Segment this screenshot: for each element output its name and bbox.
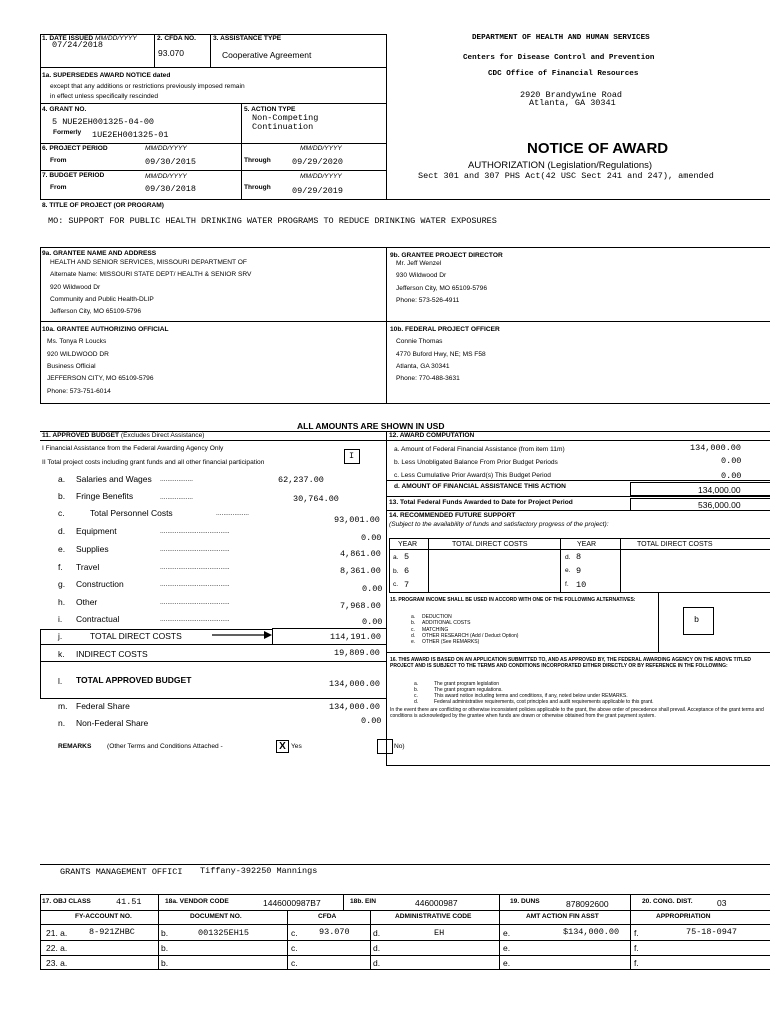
obj-class: 41.51 bbox=[116, 897, 142, 907]
cong-dist: 03 bbox=[717, 898, 727, 908]
row-23-b: b. bbox=[161, 958, 169, 968]
comp-c-label: c. Less Cumulative Prior Award(s) This Budget Period bbox=[394, 472, 551, 479]
assist-type: Cooperative Agreement bbox=[222, 50, 312, 60]
comp-d-label: d. AMOUNT OF FINANCIAL ASSISTANCE THIS ACTION bbox=[394, 483, 566, 490]
budget-label bbox=[42, 432, 204, 439]
project-from-format: MM/DD/YYYY bbox=[145, 145, 187, 152]
terms-text-d: Federal administrative requirements, cost principles and audit requirements applicable to this grant. bbox=[434, 699, 654, 705]
budget-letter-c: c. bbox=[58, 508, 65, 518]
assist-type-label: 3. ASSISTANCE TYPE bbox=[213, 35, 282, 42]
pi-text-e: OTHER (See REMARKS) bbox=[422, 639, 480, 645]
budget-label-b: Fringe Benefits bbox=[76, 491, 134, 501]
row-21-num: 21. a. bbox=[46, 928, 68, 938]
budget-letter-m: m. bbox=[58, 701, 68, 711]
budget-value-l: 134,000.00 bbox=[329, 679, 381, 689]
budget-label-note: (Excludes Direct Assistance) bbox=[120, 432, 205, 439]
auth-line-1: Ms. Tonya R Loucks bbox=[47, 338, 107, 345]
pi-letter-e: e. bbox=[411, 639, 416, 645]
budget-value-i: 0.00 bbox=[362, 617, 383, 627]
row-22-num: 22. a. bbox=[46, 943, 68, 953]
budget-value-e: 4,861.00 bbox=[340, 549, 381, 559]
action-type-label: 5. ACTION TYPE bbox=[244, 106, 296, 113]
budget-value-d: 0.00 bbox=[361, 533, 382, 543]
row-23-e: e. bbox=[503, 958, 511, 968]
notice-title: NOTICE OF AWARD bbox=[527, 140, 669, 157]
project-through-format: MM/DD/YYYY bbox=[300, 145, 342, 152]
pi-letter-c: c. bbox=[411, 627, 415, 633]
future-letter-c: c. bbox=[393, 581, 399, 588]
auth-line-5: Phone: 573-751-6014 bbox=[47, 388, 111, 395]
grantee-line-1: HEALTH AND SENIOR SERVICES, MISSOURI DEPARTMENT OF bbox=[50, 259, 247, 266]
row-21-fy: 8-921ZHBC bbox=[89, 927, 135, 937]
row-23-c: c. bbox=[291, 958, 298, 968]
budget-label-text: 11. APPROVED BUDGET bbox=[42, 432, 120, 439]
budget-label-g: Construction bbox=[76, 579, 124, 589]
row-23-d: d. bbox=[373, 958, 381, 968]
officer-line-2: 4770 Buford Hwy, NE; MS F58 bbox=[396, 351, 486, 358]
officer-line-3: Atlanta, GA 30341 bbox=[396, 363, 450, 370]
officer-line-4: Phone: 770-488-3631 bbox=[396, 375, 460, 382]
officer-line-1: Connie Thomas bbox=[396, 338, 443, 345]
future-support-note: (Subject to the availability of funds and satisfactory progress of the project): bbox=[389, 521, 609, 528]
terms-text-b: The grant program regulations. bbox=[434, 687, 503, 693]
program-income-label bbox=[390, 597, 655, 603]
comp-a-value: 134,000.00 bbox=[690, 443, 742, 453]
date-format: MM/DD/YYYY bbox=[95, 35, 137, 42]
supersedes-text1: except that any additions or restrictions previously imposed remain bbox=[50, 83, 245, 90]
comp-b-label: b. Less Unobligated Balance From Prior Budget Periods bbox=[394, 459, 558, 466]
terms-letter-b: b. bbox=[414, 687, 419, 693]
budget-dots-b: .................. bbox=[160, 494, 193, 501]
budget-dots-i: ...................................... bbox=[160, 616, 230, 623]
budget-letter-l: l. bbox=[58, 676, 63, 686]
pi-text-c: MATCHING bbox=[422, 627, 449, 633]
auth-line-4: JEFFERSON CITY, MO 65109-5796 bbox=[47, 375, 154, 382]
budget-value-g: 0.00 bbox=[362, 584, 383, 594]
pi-text-b: ADDITIONAL COSTS bbox=[422, 620, 471, 626]
budget-letter-i: i. bbox=[58, 614, 63, 624]
project-title-label: 8. TITLE OF PROJECT (OR PROGRAM) bbox=[42, 202, 164, 209]
terms-footer-text: In the event there are conflicting or otherwise inconsistent policies applicable to the grant, the above order of precedence shall prevail. Acceptance of the grant terms and conditions is acknowledged by the grantee when funds are drawn or otherwise obtained from the grant payment system. bbox=[390, 707, 764, 719]
agency-office: CDC Office of Financial Resources bbox=[488, 70, 639, 78]
director-line-1: Mr. Jeff Wenzel bbox=[396, 260, 442, 267]
pi-text-a: DEDUCTION bbox=[422, 614, 452, 620]
grantee-line-4: Community and Public Health-DLIP bbox=[50, 296, 154, 303]
terms-letter-a: a. bbox=[414, 681, 419, 687]
date-issued: 07/24/2018 bbox=[52, 40, 104, 50]
remarks-note: (Other Terms and Conditions Attached - bbox=[107, 743, 223, 750]
row-21-amt: $134,000.00 bbox=[563, 927, 620, 937]
budget-letter-a: a. bbox=[58, 474, 66, 484]
pi-letter-b: b. bbox=[411, 620, 416, 626]
auth-official-label: 10a. GRANTEE AUTHORIZING OFFICIAL bbox=[42, 326, 169, 333]
row-22-b: b. bbox=[161, 943, 169, 953]
budget-letter-k: k. bbox=[58, 649, 65, 659]
project-through-label: Through bbox=[244, 157, 271, 164]
budget-through-label: Through bbox=[244, 184, 271, 191]
row-21-f: f. bbox=[634, 928, 639, 938]
agency-address1: 2920 Brandywine Road bbox=[520, 90, 623, 100]
project-from-label: From bbox=[50, 157, 67, 164]
remarks-label: REMARKS bbox=[58, 743, 92, 750]
ein: 446000987 bbox=[415, 898, 458, 908]
action-type-2: Continuation bbox=[252, 122, 314, 132]
row-21-c: c. bbox=[291, 928, 298, 938]
cfda-no: 93.070 bbox=[158, 48, 184, 58]
budget-letter-f: f. bbox=[58, 562, 63, 572]
col-admin-code: ADMINISTRATIVE CODE bbox=[395, 913, 472, 920]
budget-value-b: 30,764.00 bbox=[293, 494, 339, 504]
agency-centers: Centers for Disease Control and Prevention bbox=[463, 54, 655, 62]
future-col-tdc-right: TOTAL DIRECT COSTS bbox=[637, 541, 713, 548]
future-letter-f: f. bbox=[565, 581, 569, 588]
budget-from: 09/30/2018 bbox=[145, 184, 197, 194]
agency-dept: DEPARTMENT OF HEALTH AND HUMAN SERVICES bbox=[472, 34, 650, 42]
date-issued-label-text: 1. DATE ISSUED bbox=[42, 35, 94, 42]
budget-through: 09/29/2019 bbox=[292, 186, 344, 196]
terms-text-c: This award notice including terms and conditions, if any, noted below under REMARKS. bbox=[434, 693, 628, 699]
remarks-yes-checkbox[interactable] bbox=[276, 740, 289, 753]
budget-dots-e: ...................................... bbox=[160, 546, 230, 553]
cong-dist-label: 20. CONG. DIST. bbox=[642, 898, 693, 905]
authority: Sect 301 and 307 PHS Act(42 USC Sect 241 and 247), amended bbox=[418, 171, 714, 181]
action-type-1: Non-Competing bbox=[252, 113, 319, 123]
budget-from-label: From bbox=[50, 184, 67, 191]
project-period-label: 6. PROJECT PERIOD bbox=[42, 145, 108, 152]
future-letter-a: a. bbox=[393, 554, 399, 561]
future-col-year-right: YEAR bbox=[577, 541, 597, 548]
budget-value-a: 62,237.00 bbox=[278, 475, 324, 485]
row-22-e: e. bbox=[503, 943, 511, 953]
duns: 878092600 bbox=[566, 899, 609, 909]
supersedes-label: 1a. SUPERSEDES AWARD NOTICE dated bbox=[42, 72, 171, 79]
director-label: 9b. GRANTEE PROJECT DIRECTOR bbox=[390, 252, 503, 259]
budget-dots-c: .................. bbox=[216, 510, 249, 517]
budget-letter-h: h. bbox=[58, 597, 66, 607]
formerly-value: 1UE2EH001325-01 bbox=[92, 130, 169, 140]
col-fy-account: FY-ACCOUNT NO. bbox=[75, 913, 132, 920]
budget-dots-a: .................. bbox=[160, 476, 193, 483]
ein-label: 18b. EIN bbox=[350, 898, 377, 905]
budget-letter-g: g. bbox=[58, 579, 66, 589]
budget-value-j: 114,191.00 bbox=[330, 632, 382, 642]
auth-line-2: 920 WILDWOOD DR bbox=[47, 351, 109, 358]
future-col-year-left: YEAR bbox=[398, 541, 418, 548]
authorization-label: AUTHORIZATION (Legislation/Regulations) bbox=[468, 160, 653, 171]
row-21-b: b. bbox=[161, 928, 169, 938]
comp-b-value: 0.00 bbox=[721, 456, 742, 466]
grantee-line-2: Alternate Name: MISSOURI STATE DEPT/ HEALTH & SENIOR SRV bbox=[50, 271, 252, 278]
budget-letter-e: e. bbox=[58, 544, 66, 554]
officer-label: 10b. FEDERAL PROJECT OFFICER bbox=[390, 326, 500, 333]
budget-value-h: 7,968.00 bbox=[340, 601, 381, 611]
comp-a-label: a. Amount of Federal Financial Assistance (from item 11m) bbox=[394, 446, 565, 453]
budget-value-n: 0.00 bbox=[361, 716, 382, 726]
pi-opt-e bbox=[411, 639, 480, 645]
row-22-f: f. bbox=[634, 943, 639, 953]
grantee-line-3: 920 Wildwood Dr bbox=[50, 284, 101, 291]
row-21-d: d. bbox=[373, 928, 381, 938]
agency-address2: Atlanta, GA 30341 bbox=[529, 98, 616, 108]
future-year-d: 8 bbox=[576, 552, 582, 562]
grantee-label: 9a. GRANTEE NAME AND ADDRESS bbox=[42, 250, 157, 257]
budget-label-n: Non-Federal Share bbox=[76, 718, 149, 728]
pi-opt-b bbox=[411, 620, 471, 626]
comp-d-value: 134,000.00 bbox=[698, 485, 741, 495]
budget-letter-j: j. bbox=[58, 631, 63, 641]
pi-letter-a: a. bbox=[411, 614, 416, 620]
col-amt-action: AMT ACTION FIN ASST bbox=[526, 913, 599, 920]
director-line-2: 930 Wildwood Dr bbox=[396, 272, 447, 279]
gmo-name: Tiffany-392250 Mannings bbox=[200, 866, 318, 876]
future-letter-d: d. bbox=[565, 554, 571, 561]
supersedes-text2: in effect unless specifically rescinded bbox=[50, 93, 158, 100]
row-22-c: c. bbox=[291, 943, 298, 953]
remarks-no: No) bbox=[394, 743, 405, 750]
arrow-right-icon bbox=[212, 630, 272, 640]
obj-class-label: 17. OBJ CLASS bbox=[42, 898, 91, 905]
project-title: MO: SUPPORT FOR PUBLIC HEALTH DRINKING WATER PROGRAMS TO REDUCE DRINKING WATER EXPOSURES bbox=[48, 216, 497, 226]
budget-label-m: Federal Share bbox=[76, 701, 130, 711]
auth-line-3: Business Official bbox=[47, 363, 96, 370]
cfda-label: 2. CFDA NO. bbox=[157, 35, 196, 42]
col-cfda: CFDA bbox=[318, 913, 337, 920]
budget-value-k: 19,809.00 bbox=[334, 648, 380, 658]
budget-label-a: Salaries and Wages bbox=[76, 474, 152, 484]
budget-value-c: 93,001.00 bbox=[334, 515, 380, 525]
terms-label bbox=[390, 657, 768, 669]
row-21-e: e. bbox=[503, 928, 511, 938]
vendor-label: 18a. VENDOR CODE bbox=[165, 898, 229, 905]
project-through: 09/29/2020 bbox=[292, 157, 344, 167]
director-line-4: Phone: 573-526-4911 bbox=[396, 297, 460, 304]
budget-label-f: Travel bbox=[76, 562, 100, 572]
budget-dots-h: ...................................... bbox=[160, 599, 230, 606]
budget-label-l: TOTAL APPROVED BUDGET bbox=[76, 675, 192, 685]
future-year-a: 5 bbox=[404, 552, 410, 562]
future-year-e: 9 bbox=[576, 566, 582, 576]
row-21-admin: EH bbox=[434, 928, 445, 938]
program-income-selected: b bbox=[694, 615, 700, 625]
future-letter-e: e. bbox=[565, 567, 571, 574]
budget-through-format: MM/DD/YYYY bbox=[300, 173, 342, 180]
pi-letter-d: d. bbox=[411, 633, 416, 639]
remarks-yes: Yes bbox=[291, 743, 302, 750]
budget-period-label: 7. BUDGET PERIOD bbox=[42, 172, 105, 179]
budget-label-k: INDIRECT COSTS bbox=[76, 649, 148, 659]
budget-label-i: Contractual bbox=[76, 614, 120, 624]
col-appropriation: APPROPRIATION bbox=[656, 913, 711, 920]
budget-letter-d: d. bbox=[58, 526, 66, 536]
future-support-label: 14. RECOMMENDED FUTURE SUPPORT bbox=[389, 512, 516, 519]
row-23-f: f. bbox=[634, 958, 639, 968]
future-year-f: 10 bbox=[576, 580, 587, 590]
row-21-approp: 75-18-0947 bbox=[686, 927, 738, 937]
director-line-3: Jefferson City, MO 65109-5796 bbox=[396, 285, 488, 292]
budget-line-ii: II Total project costs including grant funds and all other financial participation bbox=[42, 459, 265, 466]
terms-label-text: 16. THIS AWARD IS BASED ON AN APPLICATION SUBMITTED TO, AND AS APPROVED BY, THE FEDERAL AWARDING AGENCY ON THE ABOVE TITLED PROJECT AND IS SUBJECT TO THE TERMS AND CONDITIONS INCORPORATED EITHER DIRECTLY OR BY REFERENCE IN THE FOLLOWING: bbox=[390, 657, 752, 669]
budget-from-format: MM/DD/YYYY bbox=[145, 173, 187, 180]
row-23-num: 23. a. bbox=[46, 958, 68, 968]
budget-value-f: 8,361.00 bbox=[340, 566, 381, 576]
terms-letter-c: c. bbox=[414, 693, 418, 699]
computation-label: 12. AWARD COMPUTATION bbox=[389, 432, 475, 439]
future-letter-b: b. bbox=[393, 568, 399, 575]
grantee-line-5: Jefferson City, MO 65109-5796 bbox=[50, 308, 142, 315]
comp-c-value: 0.00 bbox=[721, 471, 742, 481]
pi-text-d: OTHER RESEARCH (Add / Deduct Option) bbox=[422, 633, 519, 639]
program-income-text: 15. PROGRAM INCOME SHALL BE USED IN ACCORD WITH ONE OF THE FOLLOWING ALTERNATIVES: bbox=[390, 597, 636, 603]
total-funds-value: 536,000.00 bbox=[698, 500, 741, 510]
budget-line-i: I Financial Assistance from the Federal Awarding Agency Only bbox=[42, 445, 224, 452]
grant-no-label: 4. GRANT NO. bbox=[42, 106, 87, 113]
amounts-header: ALL AMOUNTS ARE SHOWN IN USD bbox=[297, 421, 445, 431]
budget-value-m: 134,000.00 bbox=[329, 702, 381, 712]
terms-text-a: The grant program legislation bbox=[434, 681, 500, 687]
remarks-yes-check: X bbox=[279, 741, 286, 752]
col-document: DOCUMENT NO. bbox=[190, 913, 242, 920]
budget-label-d: Equipment bbox=[76, 526, 117, 536]
formerly-label: Formerly bbox=[53, 129, 82, 136]
duns-label: 19. DUNS bbox=[510, 898, 540, 905]
project-from: 09/30/2015 bbox=[145, 157, 197, 167]
row-22-d: d. bbox=[373, 943, 381, 953]
budget-dots-f: ...................................... bbox=[160, 564, 230, 571]
budget-indicator: I bbox=[349, 451, 355, 461]
row-21-doc: 001325EH15 bbox=[198, 928, 250, 938]
remarks-no-checkbox[interactable] bbox=[377, 739, 393, 754]
vendor-code: 1446000987B7 bbox=[263, 898, 321, 908]
gmo-label: GRANTS MANAGEMENT OFFICI bbox=[60, 867, 183, 877]
grant-no: 5 NUE2EH001325-04-00 bbox=[52, 117, 155, 127]
budget-label-h: Other bbox=[76, 597, 98, 607]
terms-footer bbox=[390, 707, 768, 719]
future-col-tdc-left: TOTAL DIRECT COSTS bbox=[452, 541, 528, 548]
terms-item-d bbox=[414, 699, 654, 705]
budget-dots-d: ...................................... bbox=[160, 528, 230, 535]
future-year-b: 6 bbox=[404, 566, 410, 576]
budget-label-e: Supplies bbox=[76, 544, 109, 554]
budget-label-c: Total Personnel Costs bbox=[90, 508, 173, 518]
budget-label-j: TOTAL DIRECT COSTS bbox=[90, 631, 182, 641]
row-21-cfda: 93.070 bbox=[319, 927, 350, 937]
budget-letter-n: n. bbox=[58, 718, 66, 728]
budget-letter-b: b. bbox=[58, 491, 66, 501]
terms-letter-d: d. bbox=[414, 699, 419, 705]
total-funds-label: 13. Total Federal Funds Awarded to Date for Project Period bbox=[389, 499, 573, 506]
budget-dots-g: ...................................... bbox=[160, 581, 230, 588]
future-year-c: 7 bbox=[404, 580, 410, 590]
